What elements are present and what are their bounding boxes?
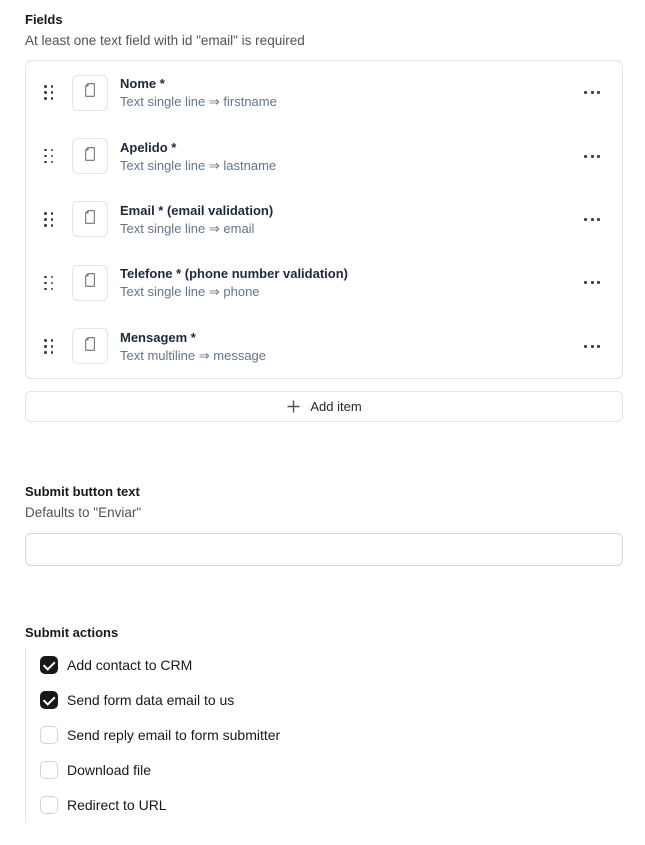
drag-handle-icon[interactable] bbox=[42, 208, 55, 231]
field-title: Email * (email validation) bbox=[120, 202, 274, 218]
field-menu-ellipsis-icon[interactable] bbox=[582, 85, 602, 100]
field-type-icon-box bbox=[72, 75, 108, 111]
submit-button-text-section bbox=[25, 485, 623, 566]
field-row-telefone bbox=[26, 251, 622, 314]
action-row-redirect-to-url[interactable] bbox=[40, 788, 623, 823]
document-icon bbox=[82, 208, 98, 231]
field-texts bbox=[120, 203, 273, 236]
action-row-add-contact-to-crm[interactable] bbox=[40, 648, 623, 683]
add-item-button[interactable] bbox=[25, 391, 623, 422]
action-label: Download file bbox=[67, 762, 152, 779]
add-item-label: Add item bbox=[310, 398, 362, 414]
field-menu-ellipsis-icon[interactable] bbox=[582, 339, 602, 354]
plus-icon bbox=[286, 399, 301, 414]
action-row-send-reply-email[interactable] bbox=[40, 718, 623, 753]
submit-actions-list bbox=[25, 648, 623, 823]
field-menu-ellipsis-icon[interactable] bbox=[582, 149, 602, 164]
field-texts bbox=[120, 140, 276, 173]
document-icon bbox=[82, 335, 98, 358]
submit-text-description: Defaults to "Enviar" bbox=[25, 504, 142, 520]
field-texts bbox=[120, 76, 277, 109]
field-row-email bbox=[26, 188, 622, 251]
submit-button-text-input[interactable] bbox=[25, 533, 623, 566]
field-subtitle: Text single line ⇒ phone bbox=[120, 284, 260, 300]
field-row-apelido bbox=[26, 124, 622, 187]
field-menu-ellipsis-icon[interactable] bbox=[582, 212, 602, 227]
field-row-nome bbox=[26, 61, 622, 124]
checkbox[interactable] bbox=[40, 761, 58, 779]
document-icon bbox=[82, 81, 98, 104]
document-icon bbox=[82, 145, 98, 168]
action-label: Redirect to URL bbox=[67, 797, 167, 814]
submit-text-title: Submit button text bbox=[25, 483, 140, 499]
action-label: Add contact to CRM bbox=[67, 657, 193, 674]
submit-actions-section bbox=[25, 626, 623, 823]
drag-handle-icon[interactable] bbox=[42, 145, 55, 168]
submit-actions-title: Submit actions bbox=[25, 624, 119, 640]
drag-handle-icon[interactable] bbox=[42, 335, 55, 358]
fields-section-description: At least one text field with id "email" is required bbox=[25, 33, 305, 48]
field-subtitle: Text single line ⇒ firstname bbox=[120, 94, 277, 110]
checkbox[interactable] bbox=[40, 796, 58, 814]
action-row-download-file[interactable] bbox=[40, 753, 623, 788]
action-label: Send form data email to us bbox=[67, 692, 235, 709]
field-type-icon-box bbox=[72, 201, 108, 237]
field-title: Telefone * (phone number validation) bbox=[120, 266, 348, 282]
action-label: Send reply email to form submitter bbox=[67, 727, 281, 744]
field-texts bbox=[120, 266, 348, 299]
checkbox[interactable] bbox=[40, 691, 58, 709]
field-type-icon-box bbox=[72, 138, 108, 174]
field-menu-ellipsis-icon[interactable] bbox=[582, 275, 602, 290]
field-subtitle: Text multiline ⇒ message bbox=[120, 347, 267, 363]
drag-handle-icon[interactable] bbox=[42, 272, 55, 295]
field-texts bbox=[120, 330, 266, 363]
fields-list bbox=[25, 60, 623, 379]
field-title: Mensagem * bbox=[120, 329, 196, 345]
checkbox[interactable] bbox=[40, 726, 58, 744]
field-title: Apelido * bbox=[120, 139, 177, 155]
fields-section-title: Fields bbox=[25, 12, 63, 27]
fields-section bbox=[25, 13, 623, 422]
action-row-send-form-data-email[interactable] bbox=[40, 683, 623, 718]
field-type-icon-box bbox=[72, 328, 108, 364]
checkbox[interactable] bbox=[40, 656, 58, 674]
drag-handle-icon[interactable] bbox=[42, 81, 55, 104]
field-title: Nome * bbox=[120, 76, 165, 92]
field-subtitle: Text single line ⇒ lastname bbox=[120, 157, 277, 173]
field-subtitle: Text single line ⇒ email bbox=[120, 220, 255, 236]
field-type-icon-box bbox=[72, 265, 108, 301]
document-icon bbox=[82, 271, 98, 294]
field-row-mensagem bbox=[26, 315, 622, 378]
